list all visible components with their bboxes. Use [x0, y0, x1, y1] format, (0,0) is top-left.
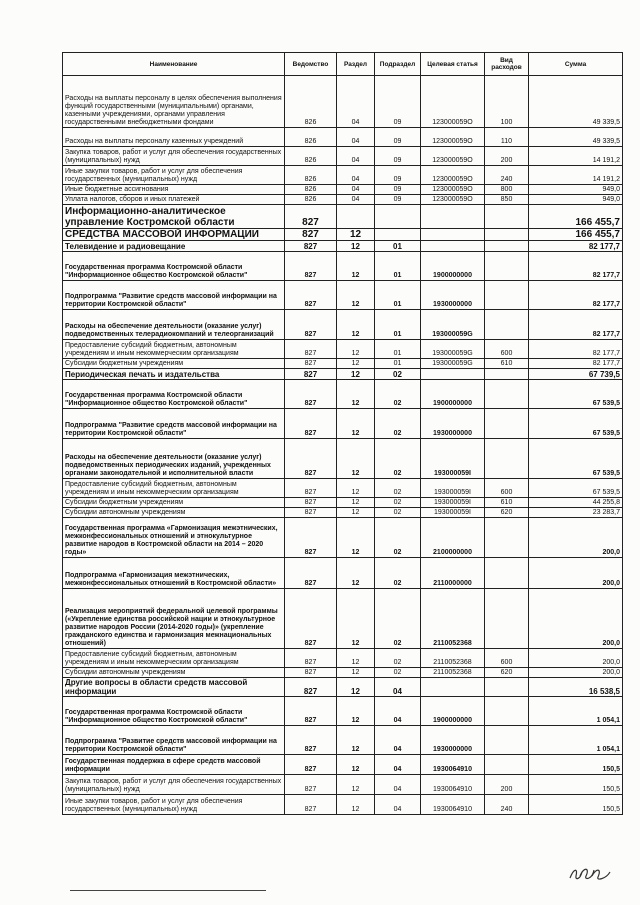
cell-dept: 826: [285, 147, 337, 166]
cell-target: [421, 678, 485, 697]
table-row: [63, 205, 623, 229]
cell-exp-type: 600: [485, 340, 529, 359]
cell-name: Государственная программа «Гармонизация межэтнических, межконфессиональных отношений и этнокультурное развитие народов в Костромской области на 2014 – 2020 годы»: [63, 518, 285, 558]
cell-name: Расходы на выплаты персоналу в целях обеспечения выполнения функций государственными (муниципальными) органами, казенными учреждениями, органами управления государственными внебюджетными фондами: [63, 76, 285, 128]
cell-name: Предоставление субсидий бюджетным, автономным учреждениям и иным некоммерческим организациям: [63, 479, 285, 498]
cell-sum: 82 177,7: [529, 281, 623, 310]
cell-target: [421, 369, 485, 380]
cell-subsection: 02: [375, 498, 421, 508]
cell-dept: 827: [285, 795, 337, 815]
cell-name: Предоставление субсидий бюджетным, автономным учреждениям и иным некоммерческим организациям: [63, 340, 285, 359]
cell-target: 1930000000: [421, 281, 485, 310]
cell-target: 1900000000: [421, 697, 485, 726]
cell-section: 12: [337, 558, 375, 589]
cell-name: Подпрограмма "Развитие средств массовой информации на территории Костромской области": [63, 409, 285, 439]
cell-subsection: 02: [375, 380, 421, 409]
cell-section: 04: [337, 76, 375, 128]
cell-sum: 67 539,5: [529, 479, 623, 498]
cell-name: Уплата налогов, сборов и иных платежей: [63, 195, 285, 205]
cell-subsection: 01: [375, 359, 421, 369]
cell-sum: 44 255,8: [529, 498, 623, 508]
cell-dept: 827: [285, 649, 337, 668]
cell-section: 12: [337, 479, 375, 498]
table-row: [63, 359, 623, 369]
cell-sum: 82 177,7: [529, 252, 623, 281]
cell-sum: 200,0: [529, 518, 623, 558]
cell-dept: 827: [285, 241, 337, 252]
cell-dept: 827: [285, 518, 337, 558]
cell-dept: 827: [285, 508, 337, 518]
table-row: [63, 668, 623, 678]
footer-rule: [70, 890, 266, 891]
cell-exp-type: [485, 380, 529, 409]
cell-name: Закупка товаров, работ и услуг для обеспечения государственных (муниципальных) нужд: [63, 147, 285, 166]
cell-name: Информационно-аналитическое управление Костромской области: [63, 205, 285, 229]
cell-exp-type: 850: [485, 195, 529, 205]
cell-target: 2110052368: [421, 589, 485, 649]
cell-subsection: 02: [375, 369, 421, 380]
cell-exp-type: [485, 229, 529, 241]
cell-subsection: 02: [375, 518, 421, 558]
table-row: [63, 252, 623, 281]
cell-dept: 827: [285, 252, 337, 281]
cell-name: Субсидии бюджетным учреждениям: [63, 498, 285, 508]
cell-section: 12: [337, 229, 375, 241]
cell-sum: 67 539,5: [529, 380, 623, 409]
cell-exp-type: [485, 252, 529, 281]
table-row: [63, 241, 623, 252]
table-row: [63, 380, 623, 409]
cell-name: СРЕДСТВА МАССОВОЙ ИНФОРМАЦИИ: [63, 229, 285, 241]
cell-name: Предоставление субсидий бюджетным, автономным учреждениям и иным некоммерческим организациям: [63, 649, 285, 668]
cell-name: Периодическая печать и издательства: [63, 369, 285, 380]
cell-section: 12: [337, 649, 375, 668]
handwritten-page-number-icon: [566, 862, 616, 884]
cell-sum: 14 191,2: [529, 166, 623, 185]
header-exp-type: Вид расходов: [485, 53, 529, 76]
cell-section: 12: [337, 310, 375, 340]
cell-subsection: 04: [375, 678, 421, 697]
cell-name: Другие вопросы в области средств массовой информации: [63, 678, 285, 697]
cell-exp-type: [485, 205, 529, 229]
cell-target: 193000059G: [421, 359, 485, 369]
cell-target: 2110052368: [421, 668, 485, 678]
cell-target: 1930064910: [421, 795, 485, 815]
cell-exp-type: [485, 589, 529, 649]
cell-section: 12: [337, 281, 375, 310]
table-row: [63, 147, 623, 166]
cell-target: 123000059О: [421, 185, 485, 195]
cell-exp-type: 600: [485, 479, 529, 498]
cell-dept: 826: [285, 185, 337, 195]
cell-sum: 150,5: [529, 795, 623, 815]
cell-target: [421, 205, 485, 229]
cell-subsection: 04: [375, 697, 421, 726]
table-row: [63, 755, 623, 775]
cell-subsection: 04: [375, 726, 421, 755]
cell-exp-type: 240: [485, 166, 529, 185]
header-dept: Ведомство: [285, 53, 337, 76]
cell-exp-type: [485, 241, 529, 252]
cell-name: Субсидии автономным учреждениям: [63, 668, 285, 678]
cell-target: 123000059О: [421, 147, 485, 166]
header-subsection: Подраздел: [375, 53, 421, 76]
cell-name: Иные бюджетные ассигнования: [63, 185, 285, 195]
cell-target: 193000059G: [421, 340, 485, 359]
cell-dept: 826: [285, 166, 337, 185]
cell-name: Расходы на выплаты персоналу казенных учреждений: [63, 128, 285, 147]
table-row: [63, 166, 623, 185]
table-row: [63, 795, 623, 815]
cell-dept: 827: [285, 775, 337, 795]
table-row: [63, 281, 623, 310]
cell-exp-type: [485, 409, 529, 439]
header-section: Раздел: [337, 53, 375, 76]
cell-target: 2110000000: [421, 558, 485, 589]
cell-target: [421, 241, 485, 252]
cell-dept: 827: [285, 668, 337, 678]
cell-exp-type: 610: [485, 359, 529, 369]
cell-target: [421, 229, 485, 241]
cell-section: 12: [337, 697, 375, 726]
cell-sum: 200,0: [529, 668, 623, 678]
cell-section: 04: [337, 195, 375, 205]
cell-target: 1930000000: [421, 409, 485, 439]
table-row: [63, 439, 623, 479]
table-row: [63, 726, 623, 755]
cell-dept: 826: [285, 195, 337, 205]
cell-exp-type: 240: [485, 795, 529, 815]
cell-target: 123000059О: [421, 128, 485, 147]
cell-subsection: 02: [375, 479, 421, 498]
cell-subsection: 04: [375, 755, 421, 775]
cell-name: Подпрограмма "Развитие средств массовой информации на территории Костромской области": [63, 281, 285, 310]
cell-exp-type: 110: [485, 128, 529, 147]
table-row: [63, 518, 623, 558]
cell-subsection: 01: [375, 241, 421, 252]
cell-sum: 23 283,7: [529, 508, 623, 518]
cell-sum: 16 538,5: [529, 678, 623, 697]
cell-section: 12: [337, 252, 375, 281]
cell-dept: 827: [285, 205, 337, 229]
header-name: Наименование: [63, 53, 285, 76]
cell-subsection: 09: [375, 185, 421, 195]
cell-sum: 49 339,5: [529, 128, 623, 147]
table-row: [63, 697, 623, 726]
cell-subsection: 09: [375, 195, 421, 205]
cell-sum: 949,0: [529, 195, 623, 205]
cell-subsection: 09: [375, 147, 421, 166]
cell-section: 12: [337, 668, 375, 678]
cell-subsection: 01: [375, 310, 421, 340]
table-row: [63, 775, 623, 795]
cell-section: 12: [337, 755, 375, 775]
cell-exp-type: 800: [485, 185, 529, 195]
header-target: Целевая статья: [421, 53, 485, 76]
cell-section: 12: [337, 439, 375, 479]
cell-target: 1900000000: [421, 380, 485, 409]
cell-sum: 1 054,1: [529, 726, 623, 755]
table-body: [63, 76, 623, 815]
table-row: [63, 310, 623, 340]
cell-target: 193000059G: [421, 310, 485, 340]
cell-dept: 827: [285, 281, 337, 310]
cell-sum: 82 177,7: [529, 310, 623, 340]
cell-name: Государственная программа Костромской области "Информационное общество Костромской области": [63, 252, 285, 281]
cell-sum: 200,0: [529, 589, 623, 649]
cell-section: 12: [337, 726, 375, 755]
table-row: [63, 229, 623, 241]
cell-subsection: 01: [375, 281, 421, 310]
cell-target: 1930064910: [421, 775, 485, 795]
cell-subsection: 09: [375, 166, 421, 185]
table-row: [63, 498, 623, 508]
cell-target: 2100000000: [421, 518, 485, 558]
cell-sum: 166 455,7: [529, 205, 623, 229]
cell-dept: 827: [285, 310, 337, 340]
cell-target: 193000059I: [421, 479, 485, 498]
cell-sum: 150,5: [529, 755, 623, 775]
cell-name: Субсидии бюджетным учреждениям: [63, 359, 285, 369]
cell-target: 1930064910: [421, 755, 485, 775]
cell-sum: 67 539,5: [529, 439, 623, 479]
cell-section: 12: [337, 498, 375, 508]
cell-exp-type: [485, 281, 529, 310]
cell-dept: 826: [285, 76, 337, 128]
cell-section: [337, 205, 375, 229]
cell-exp-type: [485, 726, 529, 755]
cell-dept: 827: [285, 409, 337, 439]
cell-target: 1900000000: [421, 252, 485, 281]
cell-name: Реализация мероприятий федеральной целевой программы («Укрепление единства российской нации и этнокультурное развитие народов России (2014-2020 годы)» (укрепление гражданского единства и гармонизация межнациональных отношений): [63, 589, 285, 649]
cell-target: 123000059О: [421, 166, 485, 185]
cell-exp-type: [485, 369, 529, 380]
cell-sum: 82 177,7: [529, 241, 623, 252]
cell-exp-type: [485, 678, 529, 697]
cell-target: 1930000000: [421, 726, 485, 755]
cell-sum: 82 177,7: [529, 340, 623, 359]
cell-sum: 82 177,7: [529, 359, 623, 369]
cell-target: 123000059О: [421, 76, 485, 128]
cell-dept: 827: [285, 380, 337, 409]
cell-dept: 827: [285, 558, 337, 589]
cell-subsection: [375, 229, 421, 241]
cell-dept: 827: [285, 498, 337, 508]
table-row: [63, 76, 623, 128]
cell-section: 04: [337, 147, 375, 166]
cell-subsection: [375, 205, 421, 229]
table-row: [63, 508, 623, 518]
cell-subsection: 02: [375, 508, 421, 518]
cell-dept: 827: [285, 229, 337, 241]
cell-dept: 827: [285, 439, 337, 479]
cell-subsection: 04: [375, 775, 421, 795]
cell-section: 12: [337, 359, 375, 369]
table-row: [63, 128, 623, 147]
cell-section: 12: [337, 380, 375, 409]
cell-exp-type: [485, 558, 529, 589]
cell-subsection: 02: [375, 409, 421, 439]
cell-exp-type: [485, 310, 529, 340]
cell-dept: 827: [285, 697, 337, 726]
cell-section: 04: [337, 185, 375, 195]
cell-exp-type: 100: [485, 76, 529, 128]
header-sum: Сумма: [529, 53, 623, 76]
cell-section: 12: [337, 340, 375, 359]
cell-dept: 826: [285, 128, 337, 147]
cell-sum: 1 054,1: [529, 697, 623, 726]
cell-target: 193000059I: [421, 508, 485, 518]
cell-exp-type: 610: [485, 498, 529, 508]
cell-exp-type: 620: [485, 668, 529, 678]
cell-exp-type: [485, 518, 529, 558]
cell-name: Государственная программа Костромской области "Информационное общество Костромской области": [63, 697, 285, 726]
cell-subsection: 02: [375, 589, 421, 649]
cell-subsection: 02: [375, 668, 421, 678]
cell-name: Иные закупки товаров, работ и услуг для обеспечения государственных (муниципальных) нужд: [63, 795, 285, 815]
cell-exp-type: 600: [485, 649, 529, 668]
table-row: [63, 409, 623, 439]
table-row: [63, 185, 623, 195]
cell-subsection: 09: [375, 76, 421, 128]
cell-exp-type: [485, 755, 529, 775]
cell-section: 04: [337, 128, 375, 147]
cell-section: 12: [337, 518, 375, 558]
cell-name: Расходы на обеспечение деятельности (оказание услуг) подведомственных телерадиокомпаний и телеорганизаций: [63, 310, 285, 340]
cell-exp-type: 200: [485, 147, 529, 166]
cell-dept: 827: [285, 479, 337, 498]
cell-section: 04: [337, 166, 375, 185]
table-row: [63, 649, 623, 668]
cell-sum: 14 191,2: [529, 147, 623, 166]
cell-subsection: 02: [375, 439, 421, 479]
cell-name: Расходы на обеспечение деятельности (оказание услуг) подведомственных периодических изданий, учрежденных органами законодательной и исполнительной власти: [63, 439, 285, 479]
cell-name: Государственная программа Костромской области "Информационное общество Костромской области": [63, 380, 285, 409]
cell-exp-type: [485, 439, 529, 479]
table-row: [63, 479, 623, 498]
cell-sum: 150,5: [529, 775, 623, 795]
cell-section: 12: [337, 369, 375, 380]
cell-subsection: 02: [375, 649, 421, 668]
cell-name: Подпрограмма "Развитие средств массовой информации на территории Костромской области": [63, 726, 285, 755]
cell-target: 2110052368: [421, 649, 485, 668]
cell-sum: 67 739,5: [529, 369, 623, 380]
cell-dept: 827: [285, 755, 337, 775]
cell-sum: 200,0: [529, 558, 623, 589]
cell-dept: 827: [285, 340, 337, 359]
cell-subsection: 02: [375, 558, 421, 589]
table-row: [63, 195, 623, 205]
cell-target: 123000059О: [421, 195, 485, 205]
cell-sum: 49 339,5: [529, 76, 623, 128]
cell-sum: 166 455,7: [529, 229, 623, 241]
table-row: [63, 369, 623, 380]
cell-sum: 67 539,5: [529, 409, 623, 439]
table-header-row: [63, 53, 623, 76]
cell-name: Закупка товаров, работ и услуг для обеспечения государственных (муниципальных) нужд: [63, 775, 285, 795]
budget-table: [62, 52, 623, 815]
cell-section: 12: [337, 241, 375, 252]
cell-section: 12: [337, 589, 375, 649]
cell-target: 193000059I: [421, 439, 485, 479]
table-row: [63, 340, 623, 359]
cell-section: 12: [337, 775, 375, 795]
cell-target: 193000059I: [421, 498, 485, 508]
cell-section: 12: [337, 409, 375, 439]
cell-dept: 827: [285, 369, 337, 380]
cell-name: Подпрограмма «Гармонизация межэтнических, межконфессиональных отношений в Костромской области»: [63, 558, 285, 589]
cell-subsection: 04: [375, 795, 421, 815]
cell-dept: 827: [285, 678, 337, 697]
cell-sum: 200,0: [529, 649, 623, 668]
cell-section: 12: [337, 508, 375, 518]
cell-sum: 949,0: [529, 185, 623, 195]
cell-subsection: 09: [375, 128, 421, 147]
cell-subsection: 01: [375, 340, 421, 359]
cell-section: 12: [337, 795, 375, 815]
cell-section: 12: [337, 678, 375, 697]
table-row: [63, 678, 623, 697]
cell-dept: 827: [285, 359, 337, 369]
cell-exp-type: 200: [485, 775, 529, 795]
cell-name: Телевидение и радиовещание: [63, 241, 285, 252]
cell-dept: 827: [285, 726, 337, 755]
cell-exp-type: 620: [485, 508, 529, 518]
cell-name: Иные закупки товаров, работ и услуг для обеспечения государственных (муниципальных) нужд: [63, 166, 285, 185]
cell-name: Субсидии автономным учреждениям: [63, 508, 285, 518]
cell-dept: 827: [285, 589, 337, 649]
table-row: [63, 589, 623, 649]
table-row: [63, 558, 623, 589]
cell-name: Государственная поддержка в сфере средств массовой информации: [63, 755, 285, 775]
cell-subsection: 01: [375, 252, 421, 281]
cell-exp-type: [485, 697, 529, 726]
